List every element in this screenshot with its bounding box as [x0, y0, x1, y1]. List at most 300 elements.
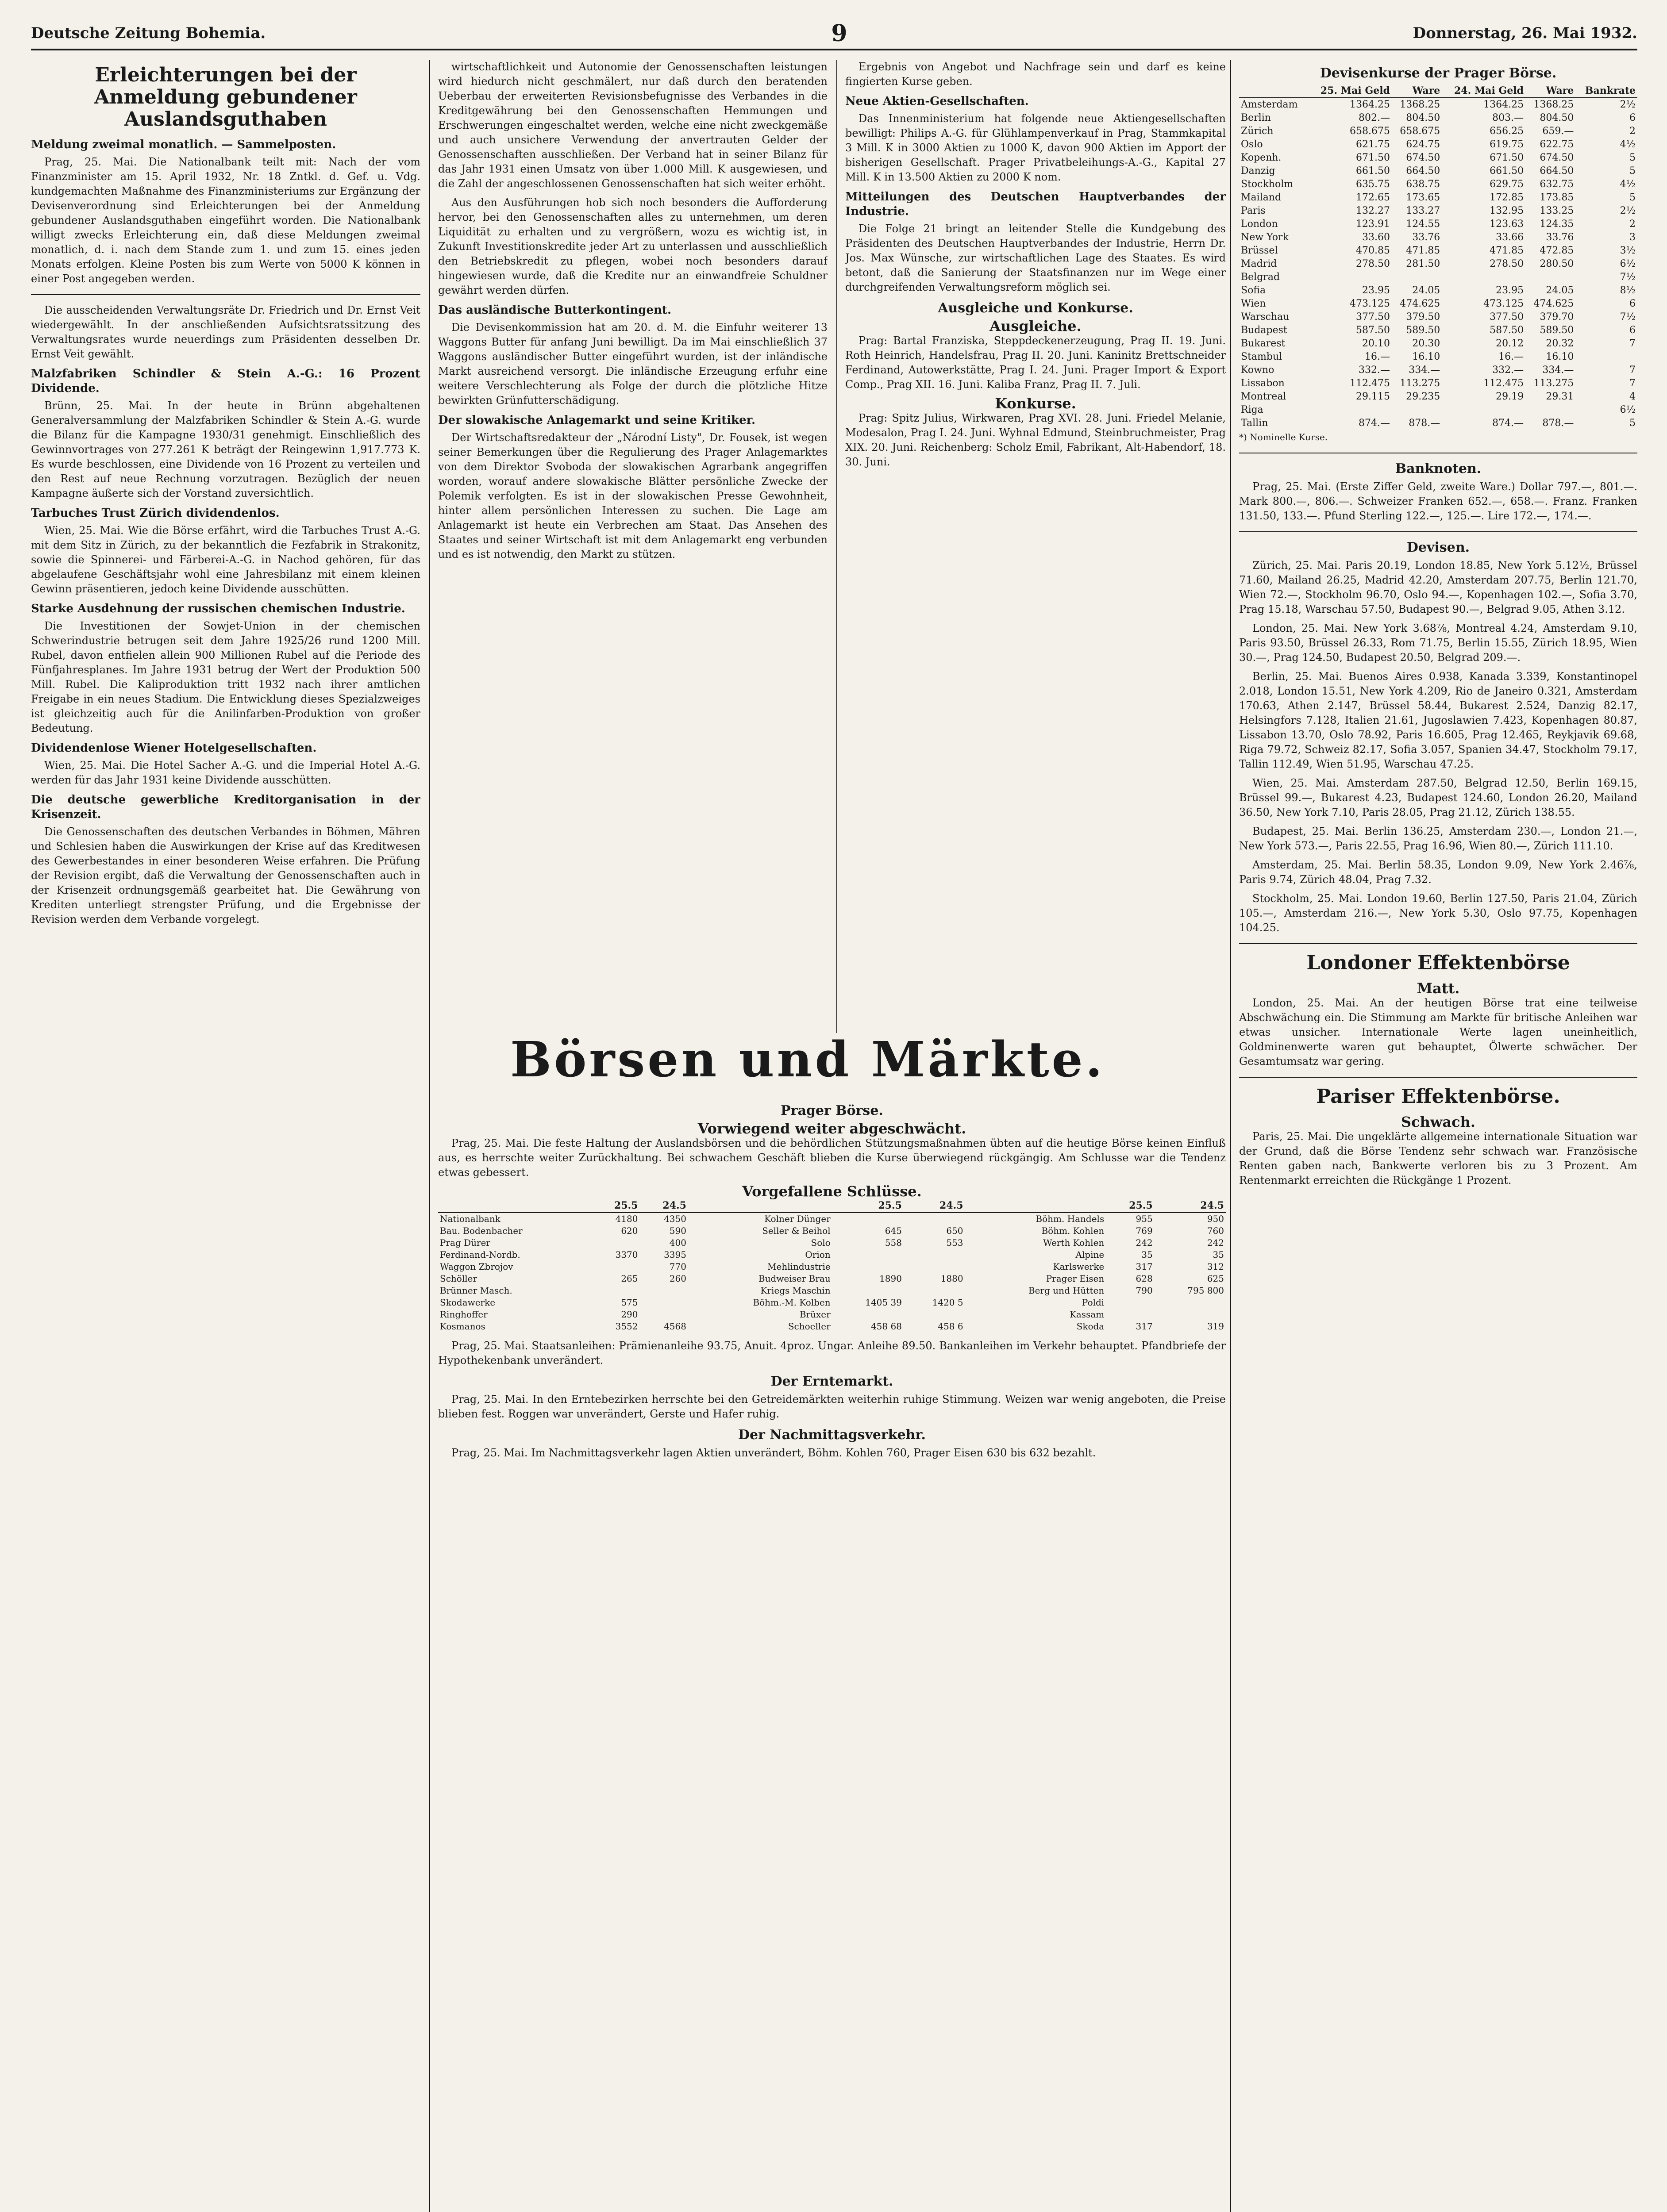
table-cell: Bukarest: [1241, 338, 1286, 349]
article-paragraph: Prag: Spitz Julius, Wirkwaren, Prag XVI. 28. Juni. Friedel Melanie, Modesalon, Prag I. 24. Juni. Wyhnal Edmund, Steinbruchmeister, Prag XIX. 20. Juni. Reichenberg: Scholz Emil, Fabrikant, Alt-Habendorf, 18. 30. Juni.: [845, 412, 1226, 468]
table-row: [438, 1237, 1226, 1249]
table-header: 25. Mai Geld: [1308, 84, 1392, 98]
section-subtitle: Matt.: [1417, 980, 1460, 997]
table-cell: 950: [1207, 1214, 1224, 1224]
table-header: 25.5: [591, 1199, 639, 1213]
table-cell: 33.60: [1362, 232, 1390, 243]
table-cell: Kowno: [1241, 365, 1274, 376]
table-cell: 671.50: [1356, 152, 1390, 163]
table-cell: Alpine: [1075, 1249, 1105, 1260]
table-cell: Karlswerke: [1053, 1261, 1105, 1272]
table-row: [1239, 165, 1637, 178]
section-title: Londoner Effektenbörse: [1306, 952, 1570, 974]
table-cell: 769: [1136, 1225, 1153, 1236]
table-row: [1239, 350, 1637, 364]
table-cell: 878.—: [1409, 418, 1440, 429]
table-cell: 16.10: [1546, 351, 1574, 362]
table-row: [1239, 151, 1637, 165]
table-header: [688, 1199, 832, 1213]
table-cell: [904, 1309, 965, 1321]
table-cell: Brüssel: [1241, 245, 1278, 256]
table-cell: [1442, 271, 1525, 284]
article-paragraph: Budapest, 25. Mai. Berlin 136.25, Amsterdam 230.—, London 21.—, New York 573.—, Paris 22.55, Prag 16.96, Wien 80.—, Zürich 111.10.: [1239, 825, 1637, 852]
table-cell: [591, 1237, 639, 1249]
table-header: 25.5: [1106, 1199, 1154, 1213]
table-cell: Waggon Zbrojov: [440, 1261, 513, 1272]
table-cell: 29.115: [1356, 391, 1390, 402]
table-cell: 132.27: [1356, 205, 1390, 216]
article-paragraph: Das Innenministerium hat folgende neue Aktiengesellschaften bewilligt: Philips A.-G. für Glühlampenverkauf in Prag, Stammkapital 3 Mill. K in 3000 Aktien zu 1000 K, davon 900 Aktien im Apport der bisherigen Gesellschaft. Prager Privatbeleihungs-A.-G., Kapital 27 Mill. K in 13.500 Aktien zu 2000 K nom.: [845, 112, 1226, 183]
table-cell: 112.475: [1350, 378, 1390, 389]
table-cell: 458 68: [870, 1321, 902, 1332]
table-row: [1239, 364, 1637, 377]
table-cell: [1155, 1297, 1226, 1309]
table-cell: 123.91: [1356, 219, 1390, 230]
article-paragraph: Wien, 25. Mai. Wie die Börse erfährt, wird die Tarbuches Trust A.-G. mit dem Sitz in Zürich, zu der bekanntlich die Fezfabrik in Strakonitz, sowie die Spinnerei- und Färberei-A.-G. in Nachod gehören, für das abgelaufene Geschäftsjahr wohl eine Jahresbilanz mit einem kleinen Gewinn präsentieren, jedoch keine Dividende ausschütten.: [31, 524, 420, 595]
table-header: 24.5: [1155, 1199, 1226, 1213]
table-title: Vorgefallene Schlüsse.: [742, 1183, 922, 1200]
table-cell: Ringhoffer: [440, 1309, 488, 1320]
table-cell: 664.50: [1540, 165, 1574, 177]
table-cell: 4180: [615, 1214, 638, 1224]
table-cell: 632.75: [1540, 179, 1574, 190]
column-4: [1239, 60, 1637, 2212]
table-cell: Böhm.-M. Kolben: [753, 1297, 831, 1308]
table-cell: 3370: [615, 1249, 638, 1260]
table-cell: [832, 1261, 904, 1273]
table-cell: 661.50: [1490, 165, 1524, 177]
table-cell: [591, 1261, 639, 1273]
table-cell: 278.50: [1356, 258, 1390, 269]
table-row: [1239, 324, 1637, 337]
table-cell: 1890: [879, 1273, 902, 1284]
table-cell: 4½: [1620, 139, 1636, 150]
table-cell: 558: [885, 1237, 902, 1248]
table-cell: 635.75: [1356, 179, 1390, 190]
table-cell: 33.66: [1496, 232, 1524, 243]
table-cell: 658.675: [1350, 126, 1390, 137]
table-cell: 280.50: [1540, 258, 1574, 269]
table-cell: 589.50: [1406, 325, 1440, 336]
table-cell: 7½: [1620, 311, 1636, 323]
table-cell: 113.275: [1533, 378, 1574, 389]
table-cell: 23.95: [1362, 285, 1390, 296]
article-paragraph: Amsterdam, 25. Mai. Berlin 58.35, London 9.09, New York 2.46⅞, Paris 9.74, Zürich 48.04, Prag 7.32.: [1239, 859, 1637, 886]
table-cell: [1525, 403, 1575, 417]
table-cell: 317: [1136, 1321, 1153, 1332]
table-cell: 23.95: [1496, 285, 1524, 296]
table-cell: Zürich: [1241, 126, 1274, 137]
table-cell: [1308, 403, 1392, 417]
table-cell: 658.675: [1400, 126, 1440, 137]
table-cell: Mehlindustrie: [767, 1261, 831, 1272]
section-title: Pariser Effektenbörse.: [1316, 1085, 1560, 1108]
table-cell: 16.—: [1498, 351, 1524, 362]
table-cell: 377.50: [1356, 311, 1390, 323]
article-paragraph: Paris, 25. Mai. Die ungeklärte allgemeine internationale Situation war der Grund, daß die Börse Tendenz sehr schwach war. Französische Renten gaben nach, Bankwerte verloren bis zu 3 Prozent. Am Rentenmarkt erreichten die Rückgänge 1 Prozent.: [1239, 1130, 1637, 1187]
table-cell: 172.85: [1490, 192, 1524, 203]
table-cell: 638.75: [1406, 179, 1440, 190]
column-rule: [1230, 60, 1231, 2212]
article-headline: Erleichterungen bei der Anmeldung gebundener Auslandsguthaben: [94, 64, 357, 131]
table-cell: 4½: [1620, 179, 1636, 190]
table-header: Bankrate: [1575, 84, 1637, 98]
table-cell: 1368.25: [1533, 99, 1574, 110]
table-row: [1239, 403, 1637, 417]
table-row: [1239, 390, 1637, 403]
article-heading: Mitteilungen des Deutschen Hauptverbandes der Industrie.: [845, 190, 1226, 218]
table-row: [1239, 191, 1637, 204]
table-cell: 795 800: [1187, 1285, 1224, 1296]
article-heading: Tarbuches Trust Zürich dividendenlos.: [31, 507, 280, 520]
table-cell: 112.475: [1483, 378, 1524, 389]
table-cell: 473.125: [1350, 298, 1390, 309]
table-cell: 1364.25: [1483, 99, 1524, 110]
table-cell: 377.50: [1490, 311, 1524, 323]
table-cell: [832, 1249, 904, 1261]
table-cell: [1155, 1309, 1226, 1321]
table-cell: 803.—: [1492, 112, 1524, 123]
divider: [31, 294, 420, 295]
article-heading: Malzfabriken Schindler & Stein A.-G.: 16 Prozent Dividende.: [31, 367, 420, 395]
table-cell: Böhm. Kohlen: [1041, 1225, 1105, 1236]
table-cell: 645: [885, 1225, 902, 1236]
article-paragraph: Die Genossenschaften des deutschen Verbandes in Böhmen, Mähren und Schlesien haben die Auswirkungen der Krise auf das Kreditwesen des Gewerbestandes in einer besonderen Weise erfahren. Die Prüfung der Revision ergibt, daß die Verwaltung der Genossenschaften auch in der Krisenzeit ordnungsgemäß gearbeitet hat. Die Gewährung von Krediten unterliegt strengster Prüfung, und die Ergebnisse der Revision werden dem Verbande vorgelegt.: [31, 826, 420, 926]
table-cell: 379.70: [1540, 311, 1574, 323]
section-subtitle: Ausgleiche.: [989, 318, 1082, 334]
table-cell: 3: [1629, 232, 1636, 243]
table-cell: Schoeller: [788, 1321, 831, 1332]
table-cell: 878.—: [1542, 418, 1574, 429]
article-paragraph: Zürich, 25. Mai. Paris 20.19, London 18.85, New York 5.12½, Brüssel 71.60, Mailand 26.25, Madrid 42.20, Amsterdam 207.75, Berlin 121.70, Wien 72.—, Stockholm 96.70, Oslo 94.—, Kopenhagen 102.—, Sofia 3.70, Prag 15.18, Warschau 57.50, Budapest 90.—, Belgrad 9.05, Athen 3.12.: [1239, 559, 1637, 615]
devisen-table: [1239, 84, 1637, 430]
table-row: [1239, 218, 1637, 231]
divider: [1239, 1077, 1637, 1078]
table-cell: 172.65: [1356, 192, 1390, 203]
table-row: [438, 1249, 1226, 1261]
table-cell: Skodawerke: [440, 1297, 496, 1308]
section-title: Banknoten.: [1395, 461, 1482, 476]
article-paragraph: Die Folge 21 bringt an leitender Stelle die Kundgebung des Präsidenten des Deutschen Hauptverbandes der Industrie, Herrn Dr. Jos. Max Wünsche, zur wirtschaftlichen Lage des Staates. Es wird betont, daß die Sanierung der Staatsfinanzen nur im Wege einer durchgreifenden Verwaltungsreform möglich sei.: [845, 223, 1226, 293]
table-cell: 6: [1629, 112, 1636, 123]
table-cell: [1392, 271, 1442, 284]
table-cell: 4: [1629, 391, 1636, 402]
table-row: [438, 1285, 1226, 1297]
table-cell: 7: [1629, 338, 1636, 349]
table-cell: 16.—: [1364, 351, 1390, 362]
table-cell: 6: [1629, 298, 1636, 309]
table-row: [1239, 111, 1637, 125]
table-row: [1239, 417, 1637, 430]
table-cell: Berlin: [1241, 112, 1271, 123]
article-paragraph: Die Investitionen der Sowjet-Union in der chemischen Schwerindustrie betrugen seit dem Jahre 1925/26 rund 1200 Mill. Rubel, davon entfielen allein 900 Millionen Rubel auf die Periode des Fünfjahresplanes. Im Jahre 1931 betrug der Wert der Produktion 500 Mill. Rubel. Die Kaliproduktion tritt 1932 nach ihrer amtlichen Freigabe in ein neues Stadium. Die Entwicklung dieses Spezialzweiges ist gleichzeitig auch für die Anilinfarben-Produktion von großer Bedeutung.: [31, 620, 420, 734]
table-row: [438, 1273, 1226, 1285]
table-cell: 472.85: [1540, 245, 1574, 256]
table-cell: 8½: [1620, 285, 1636, 296]
table-cell: Warschau: [1241, 311, 1290, 323]
table-row: [1239, 125, 1637, 138]
table-cell: Lissabon: [1241, 378, 1285, 389]
table-cell: Böhm. Handels: [1036, 1214, 1105, 1224]
table-cell: Danzig: [1241, 165, 1275, 177]
table-cell: 674.50: [1406, 152, 1440, 163]
table-header: [438, 1199, 591, 1213]
table-cell: 804.50: [1540, 112, 1574, 123]
table-cell: 332.—: [1492, 365, 1524, 376]
table-cell: 400: [669, 1237, 686, 1248]
table-cell: [640, 1285, 688, 1297]
article-subhead: Meldung zweimal monatlich. — Sammelposten.: [31, 138, 336, 151]
article-heading: Die deutsche gewerbliche Kreditorganisation in der Krisenzeit.: [31, 793, 420, 821]
table-row: [438, 1261, 1226, 1273]
table-cell: 622.75: [1540, 139, 1574, 150]
section-title: Devisen.: [1406, 540, 1470, 555]
table-cell: 656.25: [1490, 126, 1524, 137]
table-cell: Ferdinand-Nordb.: [440, 1249, 520, 1260]
page-number: 9: [831, 19, 847, 47]
table-cell: 790: [1136, 1285, 1153, 1296]
article-paragraph: Berlin, 25. Mai. Buenos Aires 0.938, Kanada 3.339, Konstantinopel 2.018, London 15.51, New York 4.209, Rio de Janeiro 0.321, Amsterdam 170.63, Athen 2.147, Brüssel 58.44, Bukarest 2.524, Danzig 82.17, Helsingfors 7.128, Italien 21.61, Jugoslawien 7.423, Kopenhagen 80.87, Lissabon 13.70, Oslo 78.92, Paris 16.605, Prag 12.465, Reykjavik 69.68, Riga 79.72, Schweiz 82.17, Sofia 3.057, Spanien 34.47, Stockholm 79.17, Tallin 112.49, Wien 51.95, Warschau 47.25.: [1239, 670, 1637, 770]
table-cell: 33.76: [1412, 232, 1440, 243]
table-cell: 4568: [664, 1321, 686, 1332]
table-cell: 955: [1136, 1214, 1153, 1224]
table-cell: 650: [946, 1225, 963, 1236]
table-cell: [591, 1285, 639, 1297]
table-cell: Montreal: [1241, 391, 1286, 402]
column-rule: [429, 60, 430, 2212]
table-row: [1239, 138, 1637, 151]
article-paragraph: Prag, 25. Mai. Staatsanleihen: Prämienanleihe 93.75, Anuit. 4proz. Ungar. Anleihe 89.50. Bankanleihen im Verkehr behauptet. Pfandbriefe der Hypothekenbank unverändert.: [438, 1340, 1226, 1367]
table-cell: [640, 1309, 688, 1321]
table-header: [965, 1199, 1106, 1213]
stock-table: [438, 1199, 1226, 1333]
table-cell: 802.—: [1359, 112, 1390, 123]
table-cell: 20.10: [1362, 338, 1390, 349]
table-cell: 473.125: [1483, 298, 1524, 309]
article-heading: Neue Aktien-Gesellschaften.: [845, 95, 1029, 108]
table-header: [1239, 84, 1308, 98]
article-paragraph: London, 25. Mai. New York 3.68⅞, Montreal 4.24, Amsterdam 9.10, Paris 93.50, Brüssel 26.33, Rom 71.75, Berlin 15.55, Zürich 18.95, Wien 30.—, Prag 124.50, Budapest 20.50, Belgrad 209.—.: [1239, 622, 1637, 664]
table-cell: 379.50: [1406, 311, 1440, 323]
table-cell: Nationalbank: [440, 1214, 500, 1224]
table-cell: Kriegs Maschin: [760, 1285, 831, 1296]
table-cell: 3552: [615, 1321, 638, 1332]
table-row: [438, 1297, 1226, 1309]
column-3: [845, 60, 1226, 1033]
table-cell: 587.50: [1356, 325, 1390, 336]
table-cell: 173.85: [1540, 192, 1574, 203]
table-cell: 113.275: [1400, 378, 1440, 389]
section-title: Der Nachmittagsverkehr.: [738, 1427, 926, 1443]
table-footnote: *) Nominelle Kurse.: [1239, 432, 1328, 442]
table-cell: 20.32: [1546, 338, 1574, 349]
table-cell: Paris: [1241, 205, 1266, 216]
table-cell: 674.50: [1540, 152, 1574, 163]
table-cell: 242: [1207, 1237, 1224, 1248]
table-cell: [1525, 271, 1575, 284]
section-subtitle: Schwach.: [1401, 1114, 1476, 1130]
table-cell: [1106, 1297, 1154, 1309]
table-cell: 29.31: [1546, 391, 1574, 402]
table-cell: 1368.25: [1400, 99, 1440, 110]
table-row: [438, 1309, 1226, 1321]
prager-boerse-section: [438, 1097, 1226, 2212]
table-cell: 6½: [1620, 404, 1636, 415]
table-cell: 24.05: [1546, 285, 1574, 296]
table-row: [1239, 257, 1637, 271]
table-cell: [904, 1261, 965, 1273]
table-cell: 874.—: [1359, 418, 1390, 429]
table-cell: Mailand: [1241, 192, 1282, 203]
article-paragraph: Wien, 25. Mai. Amsterdam 287.50, Belgrad 12.50, Berlin 169.15, Brüssel 99.—, Bukarest 4.23, Budapest 124.60, London 26.20, Mailand 36.50, New York 7.10, Paris 28.05, Prag 21.12, Zürich 138.55.: [1239, 777, 1637, 818]
table-header: Ware: [1392, 84, 1442, 98]
table-cell: Brüxer: [799, 1309, 831, 1320]
table-cell: Wien: [1241, 298, 1266, 309]
article-paragraph: Der Wirtschaftsredakteur der „Národní Listy", Dr. Fousek, ist wegen seiner Bemerkungen über die Regulierung des Prager Anlagemarktes von dem Direktor Svoboda der slowakischen Agrarbank angegriffen worden, worauf andere slowakische Blätter persönliche Zwecke der Polemik verfolgten. Es ist in der slowakischen Presse Gewohnheit, hinter allem persönlichen Interessen zu suchen. Die Lage am Anlagemarkt ist heute ein Verbrechen am Staat. Das Ansehen des Staates und seiner Wirtschaft ist mit dem Anlagemarkt eng verbunden und es ist notwendig, den Markt zu stützen.: [438, 431, 828, 561]
table-cell: Werth Kohlen: [1043, 1237, 1105, 1248]
table-cell: Madrid: [1241, 258, 1277, 269]
table-cell: 123.63: [1490, 219, 1524, 230]
article-paragraph: Aus den Ausführungen hob sich noch besonders die Aufforderung hervor, bei den Genossenschaften alles zu unternehmen, um deren Liquidität zu erhalten und zu vergrößern, wozu es wichtig ist, in Zukunft Investitionskredite jeder Art zu unterlassen und ausschließlich den Betriebskredit zu pflegen, wobei noch besonders darauf hingewiesen wurde, daß die Kredite nur an einwandfreie Schuldner gewährt werden dürfen.: [438, 196, 828, 296]
table-cell: Prager Eisen: [1046, 1273, 1105, 1284]
table-cell: 1405 39: [865, 1297, 902, 1308]
table-cell: Skoda: [1076, 1321, 1105, 1332]
table-cell: 35: [1141, 1249, 1153, 1260]
table-cell: Berg und Hütten: [1028, 1285, 1105, 1296]
table-cell: Stambul: [1241, 351, 1282, 362]
table-cell: Belgrad: [1241, 272, 1280, 283]
table-cell: 1364.25: [1350, 99, 1390, 110]
table-cell: 7: [1629, 365, 1636, 376]
table-cell: Poldi: [1082, 1297, 1105, 1308]
table-cell: [1106, 1309, 1154, 1321]
column-rule: [836, 60, 837, 1033]
article-heading: Der slowakische Anlagemarkt und seine Kritiker.: [438, 414, 756, 427]
table-cell: Bau. Bodenbacher: [440, 1225, 523, 1236]
table-cell: 2½: [1620, 205, 1636, 216]
table-row: [1239, 271, 1637, 284]
article-paragraph: Prag, 25. Mai. Die Nationalbank teilt mit: Nach der vom Finanzminister am 15. April 1932, Nr. 18 Zntkl. d. Gef. u. Vdg. kundgemachten Maßnahme des Finanzministeriums zur Ergänzung der Devisenverordnung sind Erleichterungen bei der Anmeldung gebundener Auslandsguthaben eingeführt worden. Die Nationalbank willigt zwecks Erleichterung ein, daß diese Meldungen zweimal monatlich, d. i. nach dem Stande zum 1. und zum 15. eines jeden Monats erfolgen. Kleine Posten bis zum Werte von 5000 K können in einer Post angegeben werden.: [31, 156, 420, 285]
article-paragraph: Stockholm, 25. Mai. London 19.60, Berlin 127.50, Paris 21.04, Zürich 105.—, Amsterdam 216.—, New York 5.30, Oslo 97.75, Kopenhagen 104.25.: [1239, 892, 1637, 934]
table-cell: Seller & Beihol: [762, 1225, 831, 1236]
table-cell: 124.55: [1406, 219, 1440, 230]
article-paragraph: Die ausscheidenden Verwaltungsräte Dr. Friedrich und Dr. Ernst Veit wiedergewählt. In der anschließenden Aufsichtsratssitzung des Verwaltungsrates wurde neuerdings zum Präsidenten desselben Dr. Ernst Veit gewählt.: [31, 304, 420, 360]
table-cell: 2½: [1620, 99, 1636, 110]
section-banner: Börsen und Märkte.: [510, 1031, 1105, 1088]
table-cell: Prag Dürer: [440, 1237, 490, 1248]
table-row: [1239, 377, 1637, 390]
table-cell: 1880: [940, 1273, 963, 1284]
table-cell: 575: [621, 1297, 638, 1308]
table-row: [1239, 244, 1637, 257]
table-cell: 5: [1629, 152, 1636, 163]
table-cell: 664.50: [1406, 165, 1440, 177]
table-cell: Solo: [811, 1237, 831, 1248]
table-cell: 3395: [664, 1249, 686, 1260]
table-header: 25.5: [832, 1199, 904, 1213]
table-cell: 471.85: [1406, 245, 1440, 256]
table-cell: 621.75: [1356, 139, 1390, 150]
table-cell: Schöller: [440, 1273, 477, 1284]
paper-name: Deutsche Zeitung Bohemia.: [31, 24, 266, 42]
table-cell: [904, 1285, 965, 1297]
table-row: [1239, 284, 1637, 297]
table-cell: 319: [1207, 1321, 1224, 1332]
table-cell: [832, 1309, 904, 1321]
table-cell: 587.50: [1490, 325, 1524, 336]
table-cell: 760: [1207, 1225, 1224, 1236]
table-cell: 589.50: [1540, 325, 1574, 336]
table-cell: 6½: [1620, 258, 1636, 269]
table-cell: 332.—: [1359, 365, 1390, 376]
table-row: [1239, 337, 1637, 350]
table-cell: Oslo: [1241, 139, 1263, 150]
table-cell: 33.76: [1546, 232, 1574, 243]
table-row: [1239, 297, 1637, 311]
table-cell: [1442, 403, 1525, 417]
table-cell: Orion: [805, 1249, 831, 1260]
table-cell: 7: [1629, 378, 1636, 389]
table-cell: [832, 1285, 904, 1297]
table-cell: 770: [669, 1261, 686, 1272]
table-cell: Tallin: [1241, 418, 1268, 429]
table-cell: 474.625: [1533, 298, 1574, 309]
table-cell: 2: [1629, 126, 1636, 137]
divider: [1239, 531, 1637, 532]
article-heading: Dividendenlose Wiener Hotelgesellschaften.: [31, 741, 317, 755]
table-cell: 458 6: [938, 1321, 963, 1332]
table-row: [438, 1321, 1226, 1333]
table-cell: 628: [1136, 1273, 1153, 1284]
table-header: 24.5: [904, 1199, 965, 1213]
table-row: [1239, 204, 1637, 218]
article-heading: Das ausländische Butterkontingent.: [438, 303, 671, 317]
table-cell: Kosmanos: [440, 1321, 485, 1332]
table-cell: 242: [1136, 1237, 1153, 1248]
table-cell: Brünner Masch.: [440, 1285, 512, 1296]
table-cell: [1308, 271, 1392, 284]
article-heading: Starke Ausdehnung der russischen chemischen Industrie.: [31, 602, 405, 615]
table-row: [1239, 231, 1637, 244]
article-paragraph: Die Devisenkommission hat am 20. d. M. die Einfuhr weiterer 13 Waggons Butter für anfang Juni bewilligt. Da im Mai einschließlich 37 Waggons ausländischer Butter eingeführt wurden, ist der inländische Markt ausreichend versorgt. Die inländische Erzeugung erfuhr eine weitere Verschlechterung als Folge der durch die plötzliche Hitze bewirkten Grünfutterschädigung.: [438, 321, 828, 407]
table-cell: 29.19: [1496, 391, 1524, 402]
table-cell: Budweiser Brau: [758, 1273, 831, 1284]
table-cell: 35: [1213, 1249, 1224, 1260]
table-cell: 278.50: [1490, 258, 1524, 269]
column-1: [31, 60, 420, 2212]
masthead: [31, 18, 1637, 50]
table-cell: 659.—: [1542, 126, 1574, 137]
table-cell: 133.25: [1540, 205, 1574, 216]
table-cell: 5: [1629, 418, 1636, 429]
section-subtitle: Vorwiegend weiter abgeschwächt.: [697, 1120, 966, 1137]
table-cell: 290: [621, 1309, 638, 1320]
table-cell: [640, 1297, 688, 1309]
table-cell: [1392, 403, 1442, 417]
table-cell: 5: [1629, 192, 1636, 203]
table-cell: 173.65: [1406, 192, 1440, 203]
table-cell: Budapest: [1241, 325, 1287, 336]
table-cell: 20.30: [1412, 338, 1440, 349]
table-cell: Amsterdam: [1241, 99, 1298, 110]
article-paragraph: Prag, 25. Mai. (Erste Ziffer Geld, zweite Ware.) Dollar 797.—, 801.—. Mark 800.—, 806.—. Schweizer Franken 652.—, 658.—. Franz. Franken 131.50, 133.—. Pfund Sterling 122.—, 125.—. Lire 172.—, 174.—.: [1239, 480, 1637, 522]
table-cell: 625: [1207, 1273, 1224, 1284]
article-paragraph: Brünn, 25. Mai. In der heute in Brünn abgehaltenen Generalversammlung der Malzfabriken Schindler & Stein A.-G. wurde die Bilanz für die Kampagne 1930/31 genehmigt. Einschließlich des Gewinnvortrages von 277.261 K beträgt der Reingewinn 1,917.773 K. Es wurde beschlossen, eine Dividende von 16 Prozent zu verteilen und den Rest auf neue Rechnung vorzutragen. Bezüglich der neuen Kampagne äußerte sich der Vorstand zuversichtlich.: [31, 399, 420, 499]
table-cell: 6: [1629, 325, 1636, 336]
table-cell: 260: [669, 1273, 686, 1284]
table-header: 24.5: [640, 1199, 688, 1213]
table-cell: 2: [1629, 219, 1636, 230]
